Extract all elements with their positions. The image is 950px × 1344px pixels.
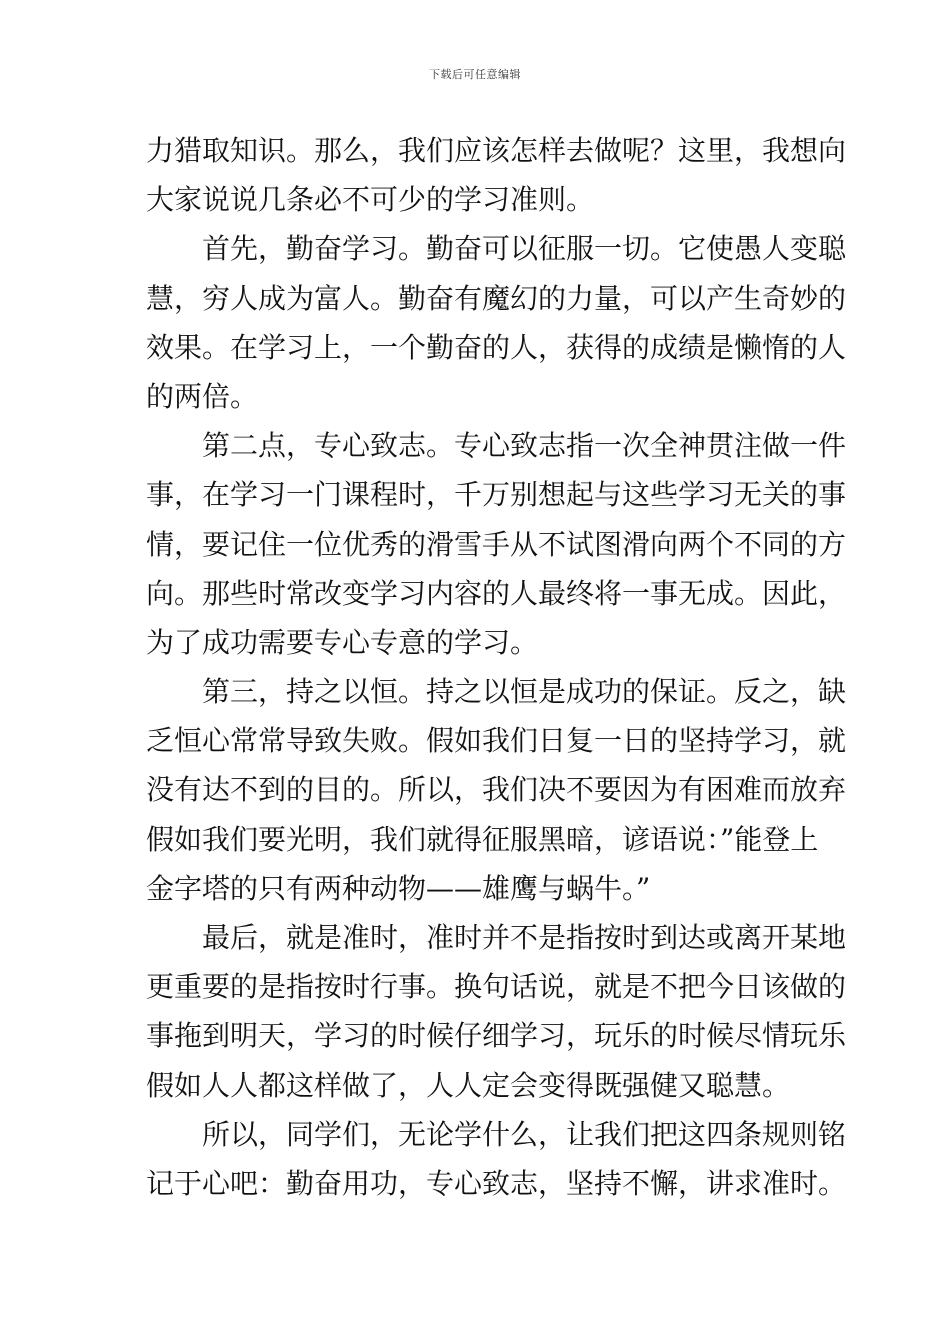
text-line: 的两倍。 [146,379,259,413]
page-header: 下载后可任意编辑 [429,68,521,81]
document-body [146,126,847,1208]
text-line: 事，在学习一门课程时，千万别想起与这些学习无关的事 [146,478,847,512]
text-line: 金字塔的只有两种动物——雄鹰与蜗牛。” [146,871,651,905]
text-line: 所以，同学们，无论学什么，让我们把这四条规则铭 [202,1117,847,1151]
text-line: 效果。在学习上，一个勤奋的人，获得的成绩是懒惰的人 [146,330,847,364]
text-line: 最后，就是准时，准时并不是指按时到达或离开某地 [202,921,847,954]
text-line: 首先，勤奋学习。勤奋可以征服一切。它使愚人变聪 [202,232,847,266]
text-line: 向。那些时常改变学习内容的人最终将一事无成。因此， [146,576,847,610]
text-line: 第三，持之以恒。持之以恒是成功的保证。反之，缺 [202,675,847,709]
text-line: 事拖到明天，学习的时候仔细学习，玩乐的时候尽情玩乐 [146,1019,847,1053]
text-line: 大家说说几条必不可少的学习准则。 [146,183,595,217]
text-line: 假如人人都这样做了，人人定会变得既强健又聪慧。 [146,1068,791,1102]
text-line: 第二点，专心致志。专心致志指一次全神贯注做一件 [202,429,847,463]
text-line: 没有达不到的目的。所以，我们决不要因为有困难而放弃 [146,773,847,807]
text-line: 力猎取知识。那么，我们应该怎样去做呢？这里，我想向 [146,134,847,167]
text-line: 情，要记住一位优秀的滑雪手从不试图滑向两个不同的方 [146,527,847,561]
text-line: 乏恒心常常导致失败。假如我们日复一日的坚持学习，就 [146,724,847,758]
text-line: 慧，穷人成为富人。勤奋有魔幻的力量，可以产生奇妙的 [146,281,847,315]
text-line: 记于心吧：勤奋用功，专心致志，坚持不懈，讲求准时。 [146,1166,847,1200]
text-line: 为了成功需要专心专意的学习。 [146,625,539,659]
text-line: 更重要的是指按时行事。换句话说，就是不把今日该做的 [146,970,847,1004]
text-line: 假如我们要光明，我们就得征服黑暗，谚语说：”能登上 [146,822,819,856]
